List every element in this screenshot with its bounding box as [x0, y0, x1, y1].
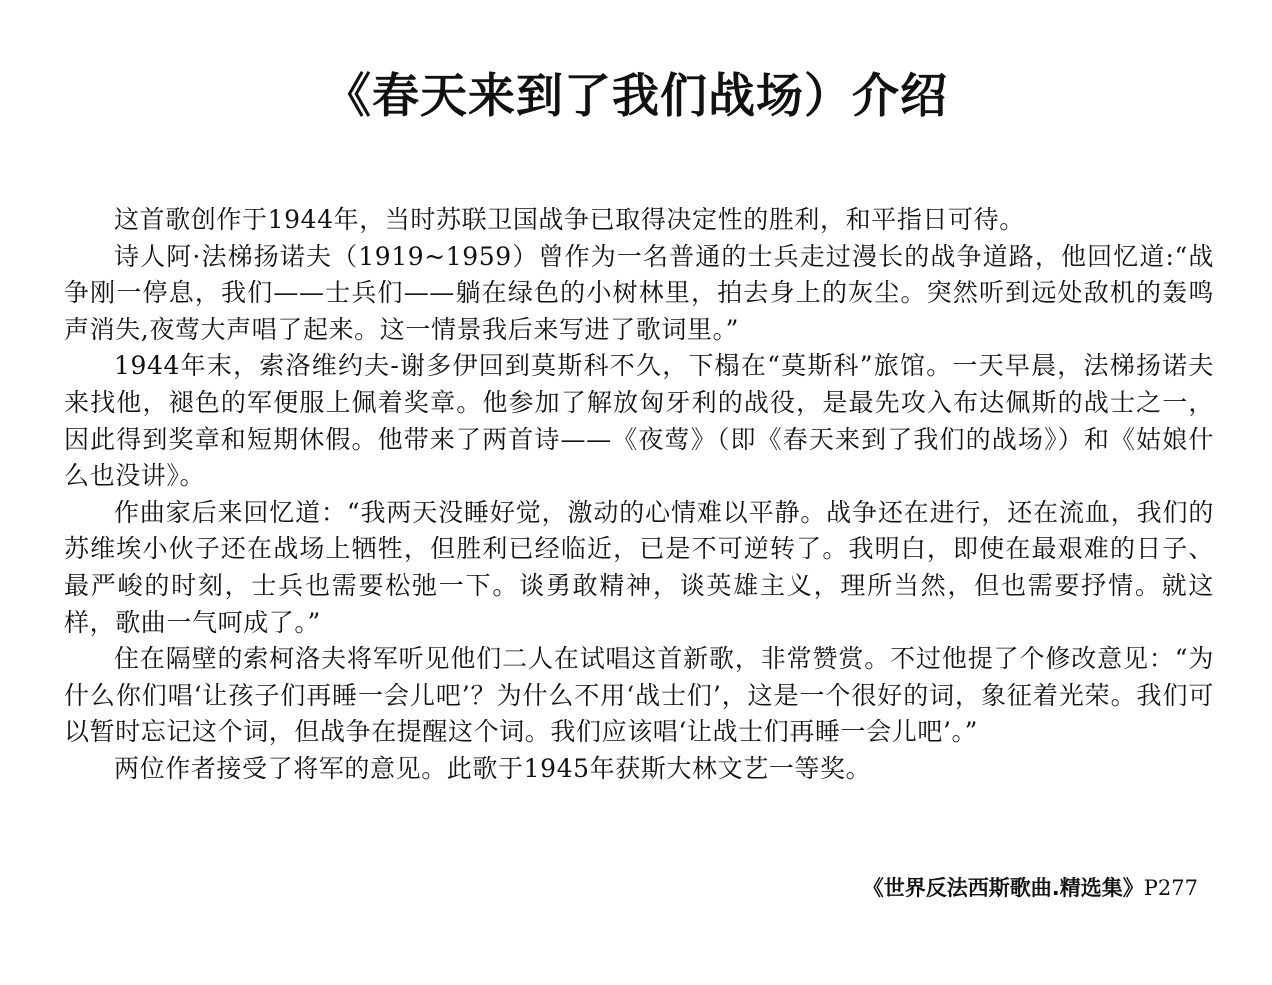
article-body	[64, 202, 1214, 788]
source-citation	[863, 872, 1198, 904]
paragraph: 1944年末，索洛维约夫-谢多伊回到莫斯科不久，下榻在“莫斯科”旅馆。一天早晨，法梯扬诺夫来找他，褪色的军便服上佩着奖章。他参加了解放匈牙利的战役，是最先攻入布达佩斯的战士之一，因此得到奖章和短期休假。他带来了两首诗——《夜莺》（即《春天来到了我们的战场》）和《姑娘什么也没讲》。	[64, 351, 1214, 491]
source-book-title: 《世界反法西斯歌曲.精选集》	[862, 876, 1144, 900]
paragraph: 住在隔壁的索柯洛夫将军听见他们二人在试唱这首新歌，非常赞赏。不过他提了个修改意见：“为什么你们唱‘让孩子们再睡一会儿吧’？为什么不用‘战士们’，这是一个很好的词，象征着光荣。我们可以暂时忘记这个词，但战争在提醒这个词。我们应该唱‘让战士们再睡一会儿吧’。”	[64, 644, 1214, 747]
paragraph: 诗人阿·法梯扬诺夫（1919~1959）曾作为一名普通的士兵走过漫长的战争道路，他回忆道:“战争刚一停息，我们——士兵们——躺在绿色的小树林里，拍去身上的灰尘。突然听到远处敌机的轰鸣声消失,夜莺大声唱了起来。这一情景我后来写进了歌词里。”	[64, 241, 1214, 344]
source-page-number: P277	[1143, 876, 1198, 900]
page-title: 《春天来到了我们战场）介绍	[324, 69, 948, 124]
paragraph: 两位作者接受了将军的意见。此歌于1945年获斯大林文艺一等奖。	[114, 753, 872, 783]
paragraph: 这首歌创作于1944年，当时苏联卫国战争已取得决定性的胜利，和平指日可待。	[114, 205, 1025, 234]
paragraph: 作曲家后来回忆道：“我两天没睡好觉，激动的心情难以平静。战争还在进行，还在流血，我们的苏维埃小伙子还在战场上牺牲，但胜利已经临近，已是不可逆转了。我明白，即使在最艰难的日子、最严峻的时刻，士兵也需要松弛一下。谈勇敢精神，谈英雄主义，理所当然，但也需要抒情。就这样，歌曲一气呵成了。”	[64, 497, 1214, 637]
